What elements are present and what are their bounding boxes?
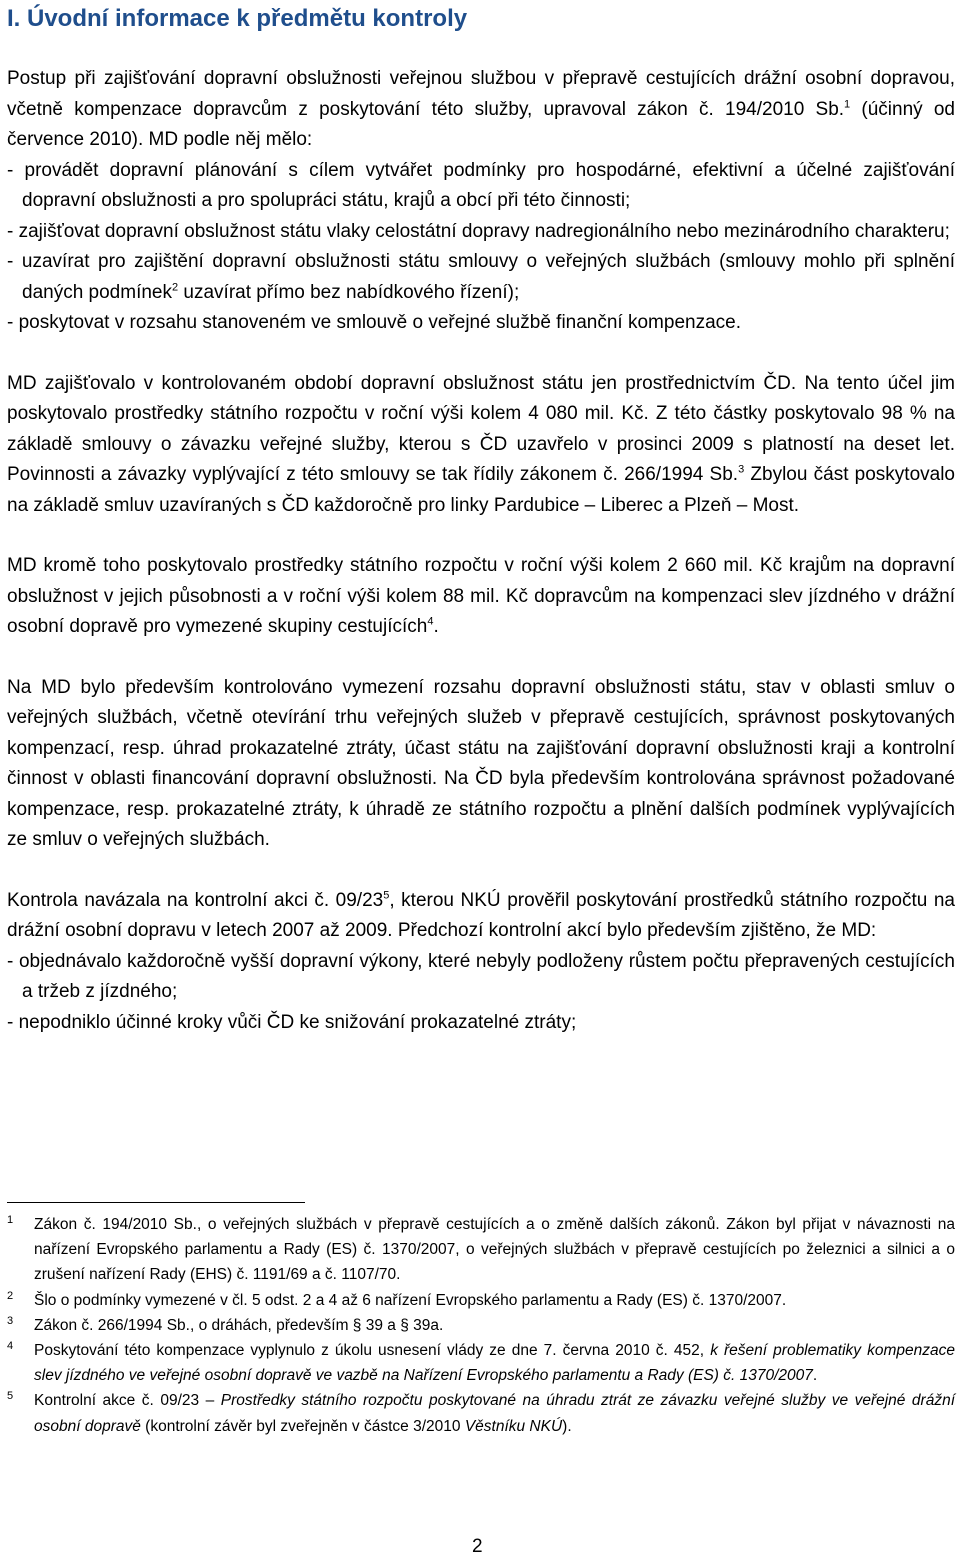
footnote-4 [7, 1338, 955, 1388]
footnote-number: 4 [7, 1340, 14, 1353]
footnote-1 [7, 1212, 955, 1288]
footnote-italic: Prostředky státního rozpočtu poskytované na úhradu ztrát ze závazku veřejné služby ve veřejné drážní osobní dopravě [34, 1392, 955, 1435]
paragraph-text: MD kromě toho poskytovalo prostředky státního rozpočtu v roční výši kolem 2 660 mil. Kč krajům na dopravní obslužnost v jejich působnosti a v roční výši kolem 88 mil. Kč dopravcům na kompenzaci slev jízdného v drážní osobní dopravě pro vymezené skupiny cestujících [7, 555, 955, 637]
paragraph-text-cont: Zbylou část poskytovalo na základě smluv uzavíraných s ČD každoročně pro linky Pardubice – Liberec a Plzeň – Most. [7, 464, 955, 516]
paragraph-5 [7, 886, 955, 947]
bullet-item: - poskytovat v rozsahu stanoveném ve smlouvě o veřejné službě finanční kompenzace. [7, 312, 741, 333]
footnote-ref-1[interactable]: 1 [844, 98, 851, 111]
footnote-text: Poskytování této kompenzace vyplynulo z úkolu usnesení vlády ze dne 7. června 2010 č. 452, [34, 1342, 711, 1360]
main-text [7, 64, 955, 1038]
page-number: 2 [472, 1536, 483, 1557]
footnote-number: 5 [7, 1390, 14, 1403]
bullet-item: - provádět dopravní plánování s cílem vytvářet podmínky pro hospodárné, efektivní a účelné zajišťování dopravní obslužnosti a pro spolupráci státu, krajů a obcí při této činnosti; [7, 159, 955, 211]
footnote-end: ). [562, 1417, 572, 1435]
footnote-number: 2 [7, 1289, 14, 1302]
intro-paragraph [7, 64, 955, 156]
footnote-number: 1 [7, 1214, 14, 1226]
bullet-item: - zajišťovat dopravní obslužnost státu vlaky celostátní dopravy nadregionálního nebo mezinárodního charakteru; [7, 220, 950, 242]
section-heading: I. Úvodní informace k předmětu kontroly [7, 5, 468, 32]
paragraph-text-cont: . [433, 616, 439, 637]
bullet-item: - objednávalo každoročně vyšší dopravní výkony, které nebyly podloženy růstem počtu přepravených cestujících a tržeb z jízdného; [7, 950, 955, 1002]
paragraph-text: MD zajišťovalo v kontrolovaném období dopravní obslužnost státu jen prostřednictvím ČD. Na tento účel jim poskytovalo prostředky státního rozpočtu v roční výši kolem 4 080 mil. Kč. Z této částky poskytovalo 98 % na základě smlouvy o závazku veřejné služby, kterou s ČD uzavřelo v prosinci 2009 s platností na deset let. Povinnosti a závazky vyplývající z této smlouvy se tak řídily zákonem č. 266/1994 Sb. [7, 372, 955, 485]
footnote-3 [7, 1313, 955, 1338]
bullet-text: - uzavírat pro zajištění dopravní obslužnosti státu smlouvy o veřejných službách (smlouvy mohlo při splnění daných podmínek [7, 251, 955, 303]
footnote-mid: (kontrolní závěr byl zveřejněn v částce 3/2010 [140, 1417, 465, 1435]
footnote-end: . [812, 1367, 818, 1385]
paragraph-text: Kontrola navázala na kontrolní akci č. 09/23 [7, 889, 384, 911]
footnote-italic: k řešení problematiky kompenzace slev jízdného ve veřejné osobní dopravě ve vazbě na Nařízení Evropského parlamentu a Rady (ES) č. 1370/2007 [34, 1342, 955, 1385]
paragraph-text-cont: , kterou NKÚ prověřil poskytování prostředků státního rozpočtu na drážní osobní dopravu v letech 2007 až 2009. Předchozí kontrolní akcí bylo především zjištěno, že MD: [7, 889, 956, 941]
paragraph-4: Na MD bylo především kontrolováno vymezení rozsahu dopravní obslužnosti státu, stav v oblasti smluv o veřejných službách, včetně otevírání trhu veřejných služeb v přepravě cestujících, správnost poskytovaných kompenzací, resp. úhrad prokazatelné ztráty, účast státu na zajišťování dopravní obslužnosti kraji a kontrolní činnost v oblasti financování dopravní obslužnosti. Na ČD byla především kontrolována správnost požadované kompenzace, resp. prokazatelné ztráty, k úhradě ze státního rozpočtu a plnění dalších podmínek vyplývajících ze smluv o veřejných službách. [7, 676, 955, 850]
footnote-italic: Věstníku NKÚ [464, 1417, 563, 1435]
footnote-text: Zákon č. 194/2010 Sb., o veřejných službách v přepravě cestujících a o změně dalších zákonů. Zákon byl přijat v návaznosti na nařízení Evropského parlamentu a Rady (ES) č. 1370/2007, o veřejných službách v přepravě cestujících po železnici a silnici a o zrušení nařízení Rady (EHS) č. 1191/69 a č. 1107/70. [34, 1216, 955, 1284]
footnote-ref-3[interactable]: 3 [738, 463, 745, 476]
footnote-ref-4[interactable]: 4 [427, 615, 434, 628]
footnotes [7, 1212, 955, 1439]
bullet-text-cont: uzavírat přímo bez nabídkového řízení); [178, 281, 520, 303]
footnote-number: 3 [7, 1314, 14, 1327]
bullet-item: - nepodniklo účinné kroky vůči ČD ke snižování prokazatelné ztráty; [7, 1011, 577, 1033]
footnote-ref-5[interactable]: 5 [383, 889, 390, 902]
footnote-text: Kontrolní akce č. 09/23 – [34, 1392, 221, 1410]
intro-text: Postup při zajišťování dopravní obslužnosti veřejnou službou v přepravě cestujících drážní osobní dopravou, včetně kompenzace dopravcům z poskytování této služby, upravoval zákon č. 194/2010 Sb. [7, 68, 955, 120]
footnote-ref-2[interactable]: 2 [172, 281, 179, 294]
paragraph-2 [7, 369, 955, 522]
footnote-text: Zákon č. 266/1994 Sb., o dráhách, především § 39 a § 39a. [34, 1316, 444, 1334]
bullet-item [7, 247, 955, 308]
footnote-divider [7, 1202, 305, 1203]
footnote-5 [7, 1388, 955, 1438]
intro-text-cont: (účinný od července 2010). MD podle něj mělo: [7, 98, 955, 150]
footnote-2 [7, 1288, 955, 1313]
footnote-text: Šlo o podmínky vymezené v čl. 5 odst. 2 a 4 až 6 nařízení Evropského parlamentu a Rady (ES) č. 1370/2007. [34, 1291, 787, 1309]
paragraph-3 [7, 551, 955, 643]
